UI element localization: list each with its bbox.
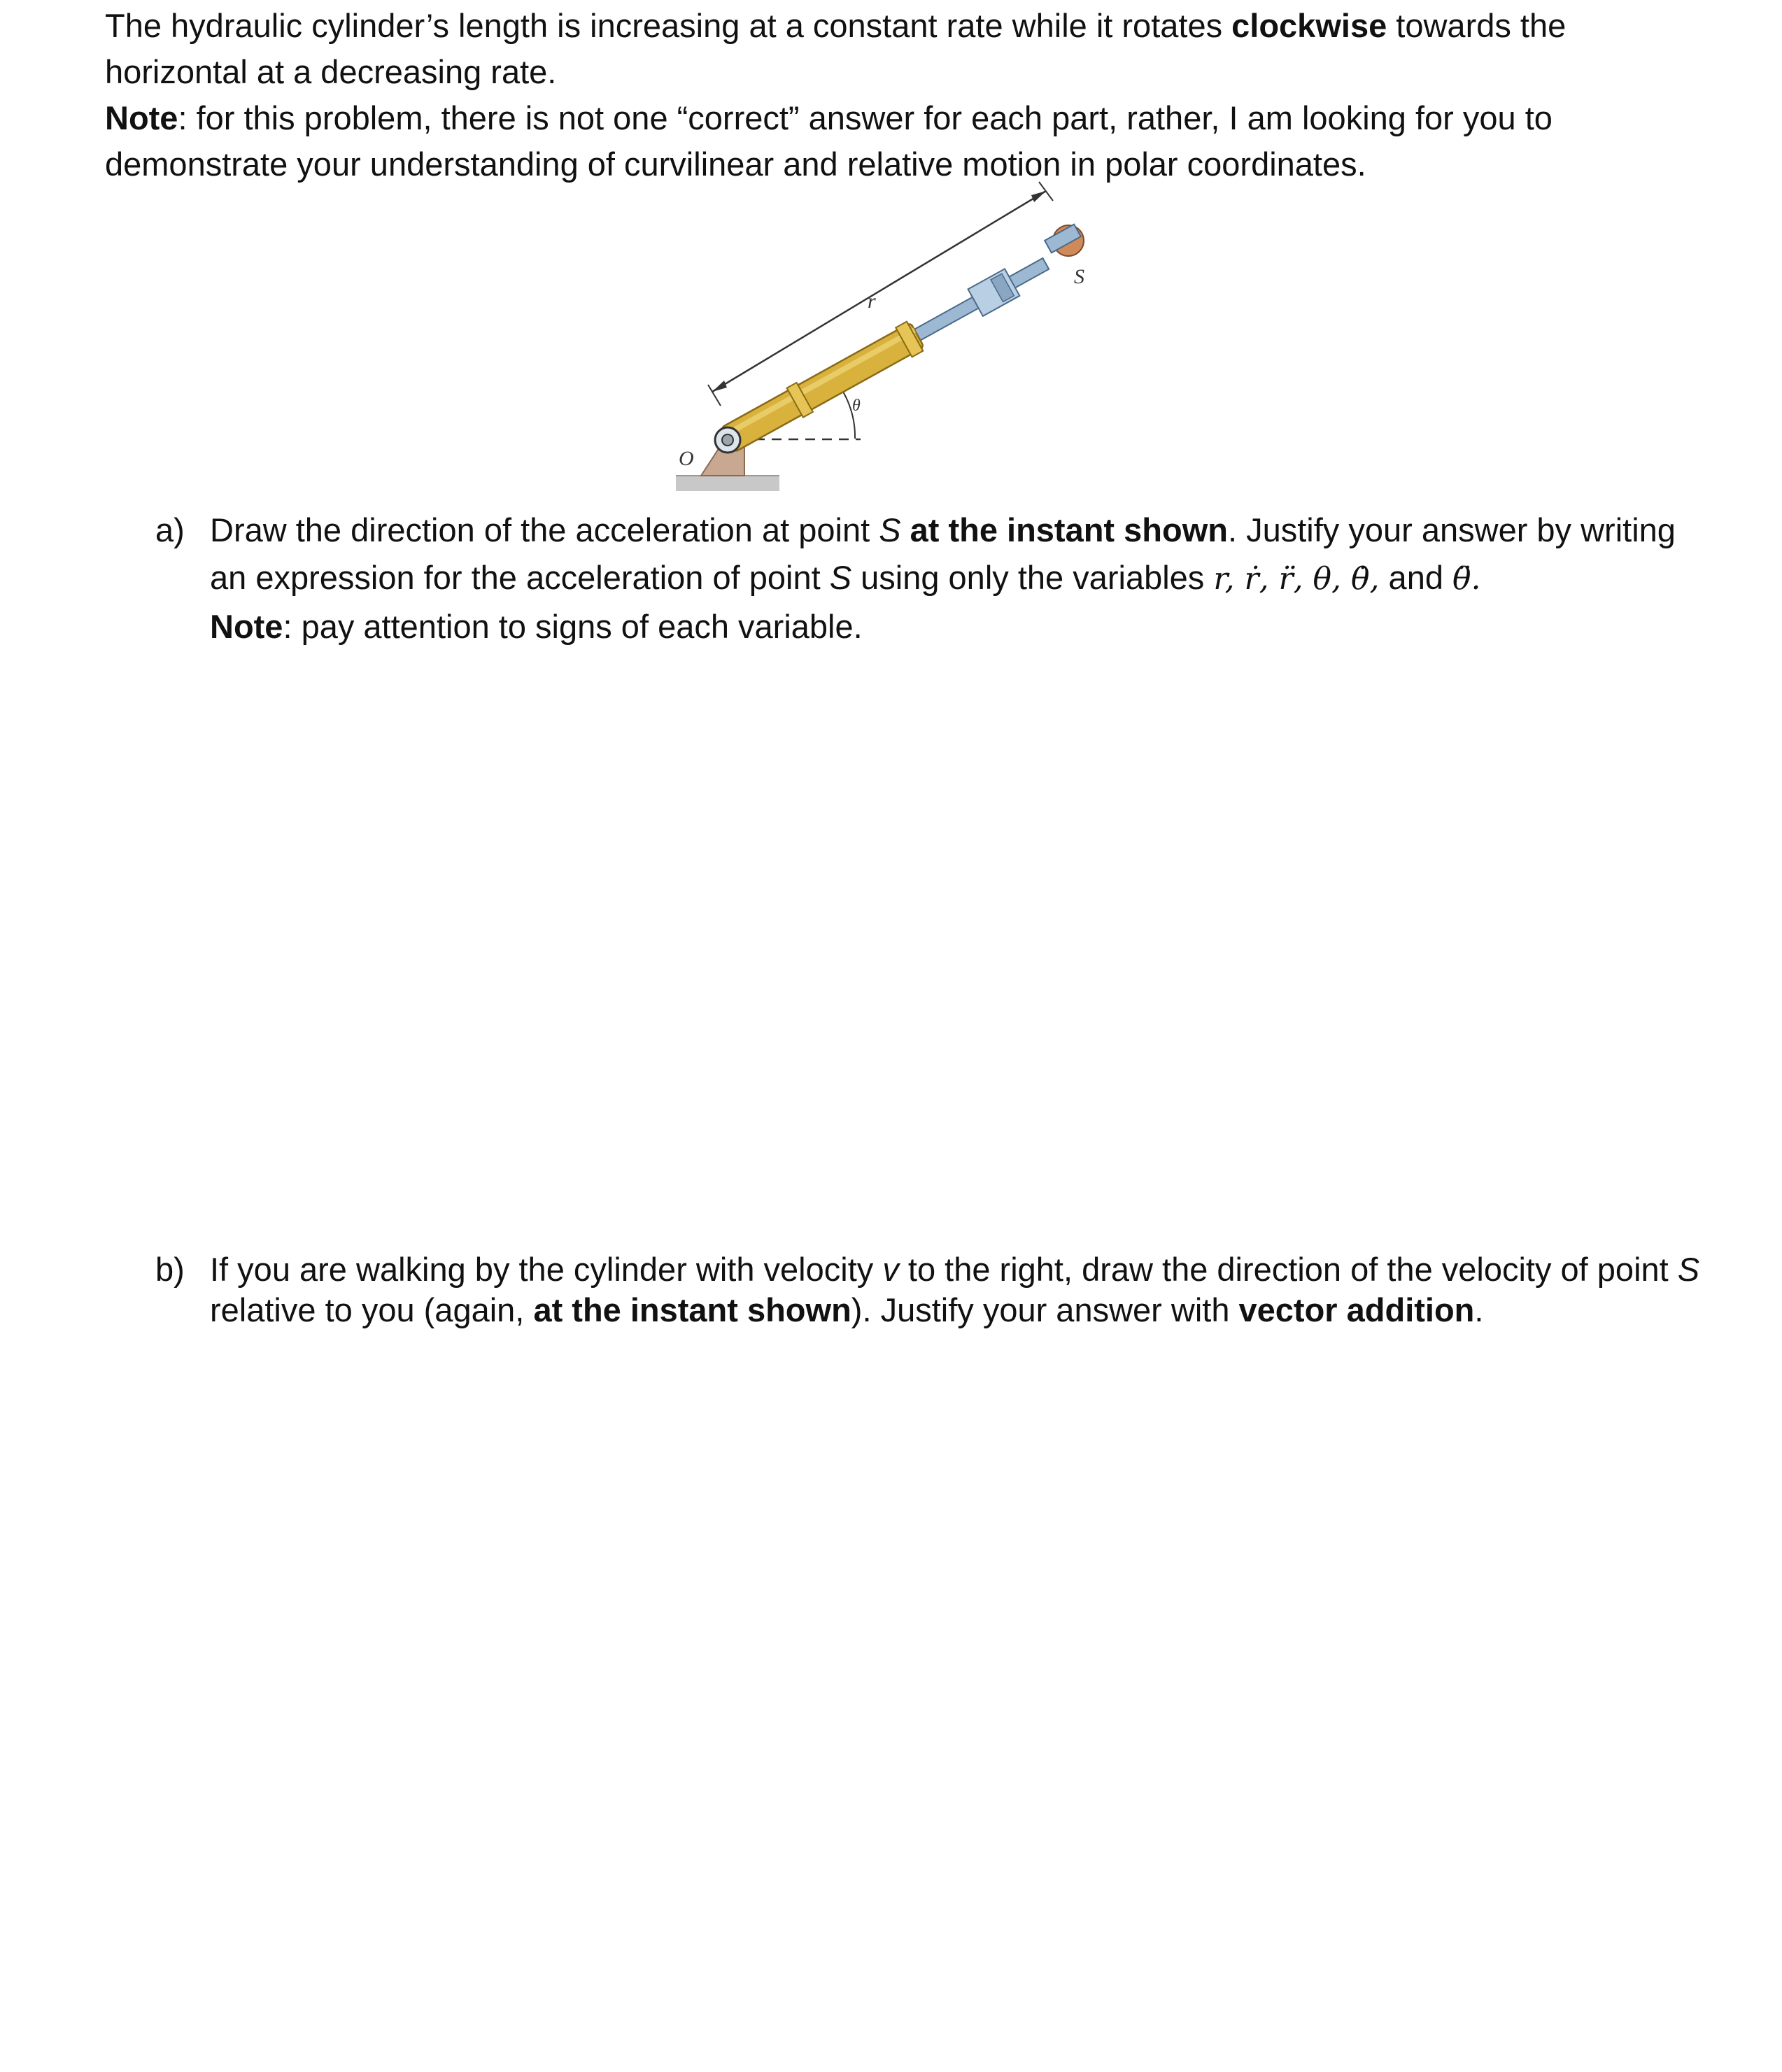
intro-text-end: towards the horizontal at a decreasing rate. [105, 7, 1567, 90]
qb-bold-vector-addition: vector addition [1238, 1291, 1475, 1328]
problem-intro [105, 3, 1686, 95]
ground [676, 476, 779, 491]
note-text: : for this problem, there is not one “correct” answer for each part, rather, I am looking for you to demonstrate your understanding of curvilinear and relative motion in polar coordinates. [105, 99, 1553, 183]
qb-text-1: If you are walking by the cylinder with velocity [210, 1251, 883, 1288]
qb-text-2: to the right, draw the direction of the velocity of point [898, 1251, 1678, 1288]
intro-bold-clockwise: clockwise [1231, 7, 1387, 44]
qa-text-3: using only the variables [851, 559, 1214, 596]
qa-note-label: Note [210, 608, 283, 645]
label-s: S [1074, 265, 1084, 288]
qa-point-s: S [879, 511, 901, 548]
qa-bold-instant: at the instant shown [900, 511, 1228, 548]
qa-text-1: Draw the direction of the acceleration at point [210, 511, 879, 548]
hydraulic-cylinder-figure [658, 178, 1161, 500]
qa-variables: r, ṙ, r̈, θ, θ̇, [1213, 561, 1380, 597]
note-label: Note [105, 99, 178, 136]
qa-text-4: and [1379, 559, 1453, 596]
qa-note-text: : pay attention to signs of each variable. [283, 608, 863, 645]
qa-text-2: . Justify your answer by writing an expression for the acceleration of point [210, 511, 1676, 596]
cylinder-barrel [719, 320, 925, 455]
label-theta: θ [852, 397, 861, 415]
problem-statement [105, 3, 1686, 187]
question-b-text [210, 1249, 1716, 1331]
qb-bold-instant: at the instant shown [533, 1291, 851, 1328]
qb-point-s: S [1677, 1251, 1700, 1288]
qa-variable-last: θ̈. [1452, 561, 1481, 597]
qa-point-s-2: S [829, 559, 852, 596]
intro-text: The hydraulic cylinder’s length is increasing at a constant rate while it rotates [105, 7, 1232, 44]
question-b-label: b) [155, 1251, 185, 1288]
label-r: r [868, 290, 876, 313]
question-a-label: a) [155, 511, 185, 548]
question-b [155, 1249, 1716, 1331]
qb-text-5: . [1474, 1291, 1484, 1328]
qb-text-4: ). Justify your answer with [851, 1291, 1239, 1328]
question-a-text [210, 506, 1716, 651]
label-o: O [679, 447, 694, 470]
cylinder-diagram [658, 178, 1161, 500]
qb-velocity-v: v [882, 1251, 899, 1288]
question-a [155, 506, 1716, 651]
qb-text-3: relative to you (again, [210, 1291, 534, 1328]
problem-note [105, 95, 1686, 187]
